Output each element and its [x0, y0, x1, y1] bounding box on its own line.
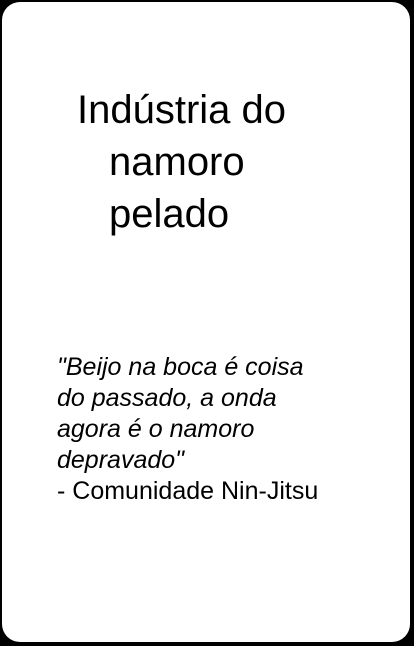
quote-line: "Beijo na boca é coisa — [57, 353, 304, 381]
title-line: namoro — [109, 140, 245, 184]
card — [2, 2, 410, 642]
quote-line: do passado, a onda — [57, 384, 277, 412]
quote-block — [57, 352, 397, 507]
quote-line: depravado" — [57, 446, 185, 474]
title-line: pelado — [109, 192, 230, 236]
quote-line: agora é o namoro — [57, 415, 255, 443]
card-title — [77, 84, 286, 240]
quote-attribution: - Comunidade Nin-Jitsu — [57, 477, 319, 505]
title-line: Indústria do — [77, 88, 287, 132]
